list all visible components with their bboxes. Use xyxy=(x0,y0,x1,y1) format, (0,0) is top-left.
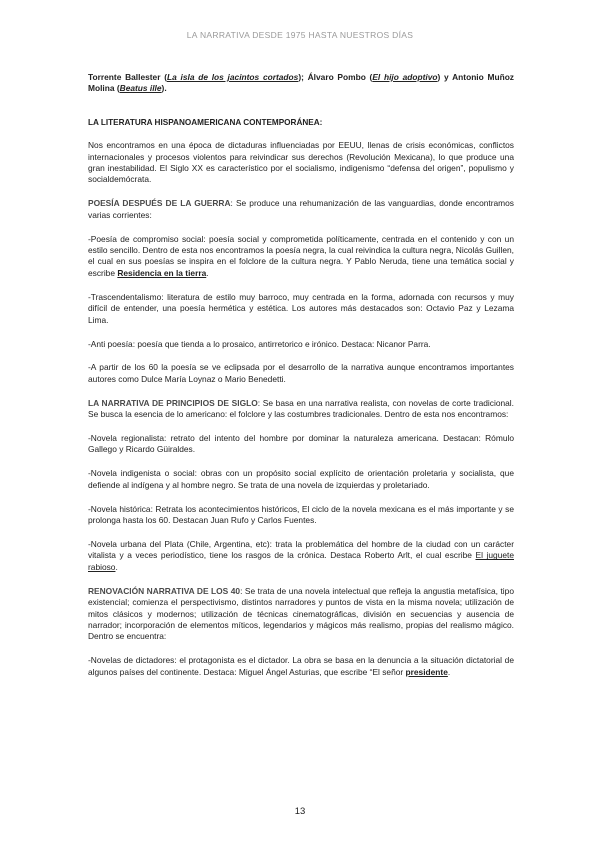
text: -Novela urbana del Plata (Chile, Argentina, etc): trata la problemática del hombre de la ciudad con un carácter vitalista y a veces periodístico, tiene los rasgos de la crónica. Destaca Roberto Arlt, el cual escribe xyxy=(88,538,514,561)
section-lead: RENOVACIÓN NARRATIVA DE LOS 40 xyxy=(88,585,241,596)
book-title-link[interactable]: Beatus ille xyxy=(119,83,162,94)
book-title-link[interactable]: La isla de los jacintos cortados xyxy=(167,72,299,82)
text: : Se produce una rehumanización de las vanguardias, donde encontramos varias corrientes: xyxy=(88,198,514,220)
book-title-link[interactable]: El juguete rabioso xyxy=(88,550,514,572)
text: : Se trata de una novela intelectual que refleja la angustia metafísica, tipo existencial; comienza el perspectivismo, distintos narradores y puntos de vista en la misma novela; utilización de mitos clásicos y modernos; utilización de técnicas cinematográficas, división en secuencias y ausencia de narrador; incorporación de elementos míticos, legendarios y mágicos más realismo, propias del realismo mágico. Dentro se encuentra: xyxy=(88,585,514,642)
text: ); Álvaro Pombo ( xyxy=(298,72,373,82)
text: . xyxy=(115,561,118,572)
paragraph-historical: -Novela histórica: Retrata los acontecimientos históricos, El ciclo de la novela mexicana es el más importante y se prolonga hasta los 60. Destacan Juan Rufo y Carlos Fuentes. xyxy=(88,503,514,526)
paragraph-renewal-40s xyxy=(88,586,514,643)
book-title-link[interactable]: presidente xyxy=(405,666,448,677)
section-lead: POESÍA DESPUÉS DE LA GUERRA xyxy=(88,198,231,209)
paragraph-authors xyxy=(88,72,514,95)
running-header: LA NARRATIVA DESDE 1975 HASTA NUESTROS DÍAS xyxy=(186,30,414,40)
paragraph-indigenist: -Novela indigenista o social: obras con un propósito social explícito de orientación proletaria y socialista, que defiende al indígena y al hombre negro. Se trata de una novela de izquierdas y proletariado. xyxy=(88,468,514,490)
section-lead: LA NARRATIVA DE PRINCIPIOS DE SIGLO xyxy=(88,397,258,408)
book-title-link[interactable]: El hijo adoptivo xyxy=(372,72,438,82)
paragraph-antipoetry: -Anti poesía: poesía que tienda a lo prosaico, antirretorico e irónico. Destaca: Nicanor Parra. xyxy=(88,338,431,349)
paragraph-transcendentalism: -Trascendentalismo: literatura de estilo muy barroco, muy centrada en la forma, adornada con recursos y muy difícil de entender, una poesía hermética y estética. Los autores más destacados son: Octavio Paz y Lezama Lima. xyxy=(88,291,514,325)
paragraph-regionalist: -Novela regionalista: retrato del intento del hombre por dominar la naturaleza americana. Destacan: Rómulo Gallego y Ricardo Güiraldes. xyxy=(88,433,514,455)
paragraph-social-poetry xyxy=(88,234,514,280)
text: : Se basa en una narrativa realista, con novelas de corte tradicional. Se busca la esencia de lo americano: el folclore y las costumbres tradicionales. Dentro de esta nos encontramos: xyxy=(88,397,514,420)
text: ) y Antonio Muñoz Molina ( xyxy=(88,72,514,94)
text: -Poesía de compromiso social: poesía social y comprometida políticamente, centrada en el contenido y con un estilo sencillo. Dentro de esta nos encontramos la poesía negra, la cual reivindica la cultura negra, Nicolás Guillen, el cual en sus poesías se inspira en el folclore de la cultura negra. Y Pablo Neruda, tiene una temática social y escribe xyxy=(88,233,514,278)
page-body xyxy=(88,72,514,691)
text: Torrente Ballester ( xyxy=(88,72,167,82)
paragraph-urban xyxy=(88,539,514,573)
text: . xyxy=(447,666,451,677)
paragraph-poetry-60s: -A partir de los 60 la poesía se ve eclipsada por el desarrollo de la narrativa aunque encontramos importantes autores como Dulce María Loynaz o Mario Benedetti. xyxy=(88,362,514,384)
paragraph-narrative-intro xyxy=(88,398,514,421)
text: -Novelas de dictadores: el protagonista es el dictador. La obra se basa en la denuncia a la situación dictatorial de algunos países del continente. Destaca: Miguel Ángel Asturias, que escribe “El señor xyxy=(88,655,514,677)
page-number: 13 xyxy=(294,806,306,817)
book-title-link[interactable]: Residencia en la tierra xyxy=(117,267,207,278)
text: ). xyxy=(161,83,167,94)
paragraph-poetry-intro xyxy=(88,198,514,221)
section-heading: LA LITERATURA HISPANOAMERICANA CONTEMPORÁNEA: xyxy=(88,117,323,127)
paragraph-context: Nos encontramos en una época de dictaduras influenciadas por EEUU, llenas de crisis económicas, conflictos internacionales y procesos violentos para reivindicar sus derechos (Revolución Mexicana), lo que produce una gran inestabilidad. El Siglo XX es característico por el socialismo, indigenismo “defensa del origen”, populismo y socialdemócrata. xyxy=(88,140,514,185)
text: . xyxy=(206,267,209,278)
paragraph-dictators xyxy=(88,655,514,678)
